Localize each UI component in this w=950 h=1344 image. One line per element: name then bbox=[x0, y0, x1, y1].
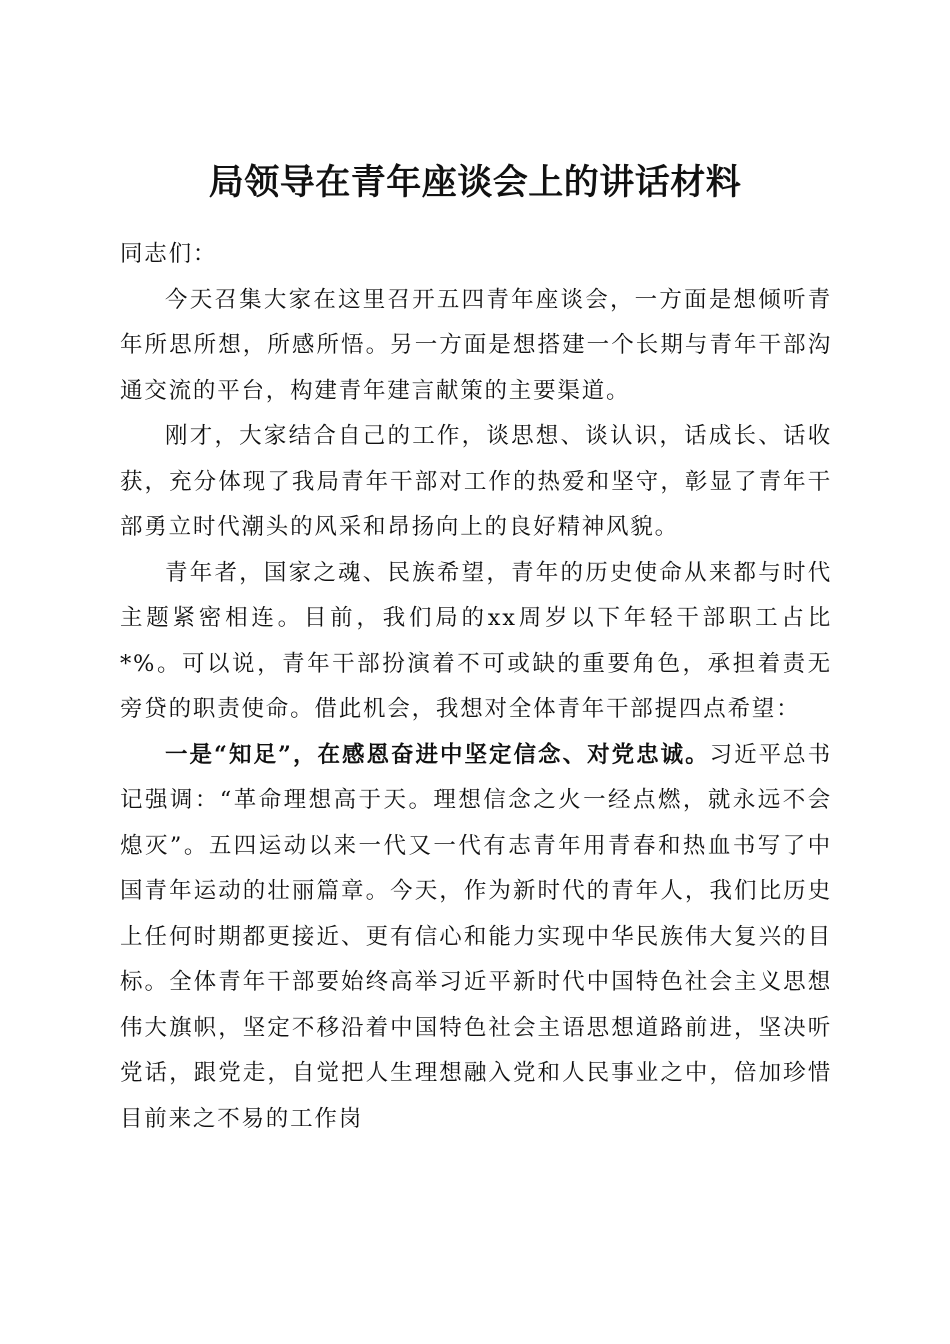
paragraph: 青年者，国家之魂、民族希望，青年的历史使命从来都与时代主题紧密相连。目前，我们局的xx周岁以下年轻干部职工占比*%。可以说，青年干部扮演着不可或缺的重要角色，承担着责无旁贷的职责使命。借此机会，我想对全体青年干部提四点希望： bbox=[120, 559, 832, 722]
paragraph-lead: 一是“知足”，在感恩奋进中坚定信念、对党忠诚。 bbox=[165, 741, 710, 768]
document-title: 局领导在青年座谈会上的讲话材料 bbox=[208, 162, 742, 204]
paragraph bbox=[120, 733, 832, 1143]
paragraph-text: 习近平总书记强调：“革命理想高于天。理想信念之火一经点燃，就永远不会熄灭”。五四运动以来一代又一代有志青年用青春和热血书写了中国青年运动的壮丽篇章。今天，作为新时代的青年人，我们比历史上任何时期都更接近、更有信心和能力实现中华民族伟大复兴的目标。全体青年干部要始终高举习近平新时代中国特色社会主义思想伟大旗帜，坚定不移沿着中国特色社会主语思想道路前进，坚决听党话，跟党走，自觉把人生理想融入党和人民事业之中，倍加珍惜目前来之不易的工作岗 bbox=[120, 741, 832, 1132]
paragraph: 今天召集大家在这里召开五四青年座谈会，一方面是想倾听青年所思所想，所感所悟。另一方面是想搭建一个长期与青年干部沟通交流的平台，构建青年建言献策的主要渠道。 bbox=[120, 286, 832, 404]
salutation: 同志们： bbox=[120, 241, 218, 267]
paragraph: 刚才，大家结合自己的工作，谈思想、谈认识，话成长、话收获，充分体现了我局青年干部对工作的热爱和坚守，彰显了青年干部勇立时代潮头的风采和昂扬向上的良好精神风貌。 bbox=[120, 423, 832, 540]
document-body bbox=[120, 232, 832, 1142]
